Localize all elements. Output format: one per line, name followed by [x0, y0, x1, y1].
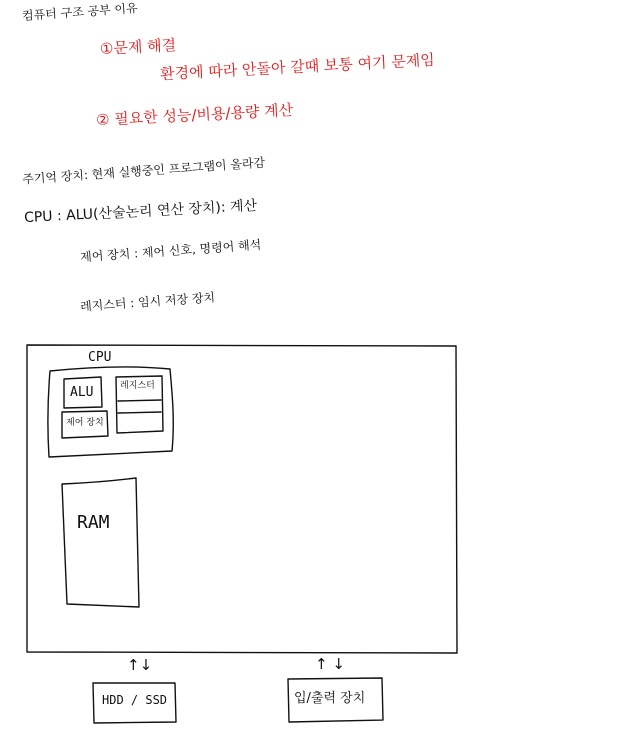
reason-1-marker: ① — [99, 39, 114, 58]
alu-label: ALU — [70, 385, 94, 400]
reason-2-marker: ② — [95, 110, 111, 130]
reason-1-detail: 환경에 따라 안돌아 갈때 보통 여기 문제임 — [159, 50, 436, 84]
arrows-storage: ↑↓ — [127, 656, 153, 674]
reason-2-text: 필요한 성능/비용/용량 계산 — [113, 100, 294, 129]
page-title: 컴퓨터 구조 공부 이유 — [21, 0, 139, 24]
register-label: 레지스터 — [120, 381, 155, 391]
ram-label: RAM — [77, 512, 110, 533]
reason-1-text: 문제 해결 — [112, 36, 177, 58]
ram-box — [62, 478, 139, 607]
note-main-memory: 주기억 장치: 현재 실행중인 프로그램이 올라감 — [21, 155, 266, 187]
note-control-unit: 제어 장치 : 제어 신호, 명령어 해석 — [79, 237, 262, 265]
control-label: 제어 장치 — [66, 418, 104, 428]
note-cpu-alu: CPU : ALU(산술논리 연산 장치): 계산 — [23, 197, 258, 227]
arrows-io: ↑ ↓ — [315, 655, 345, 673]
io-label: 입/출력 장치 — [294, 691, 366, 706]
register-line-2 — [118, 412, 161, 413]
storage-label: HDD / SSD — [102, 693, 168, 707]
note-register: 레지스터 : 임시 저장 장치 — [79, 290, 216, 314]
cpu-label: CPU — [88, 350, 112, 365]
register-line-1 — [118, 400, 161, 401]
